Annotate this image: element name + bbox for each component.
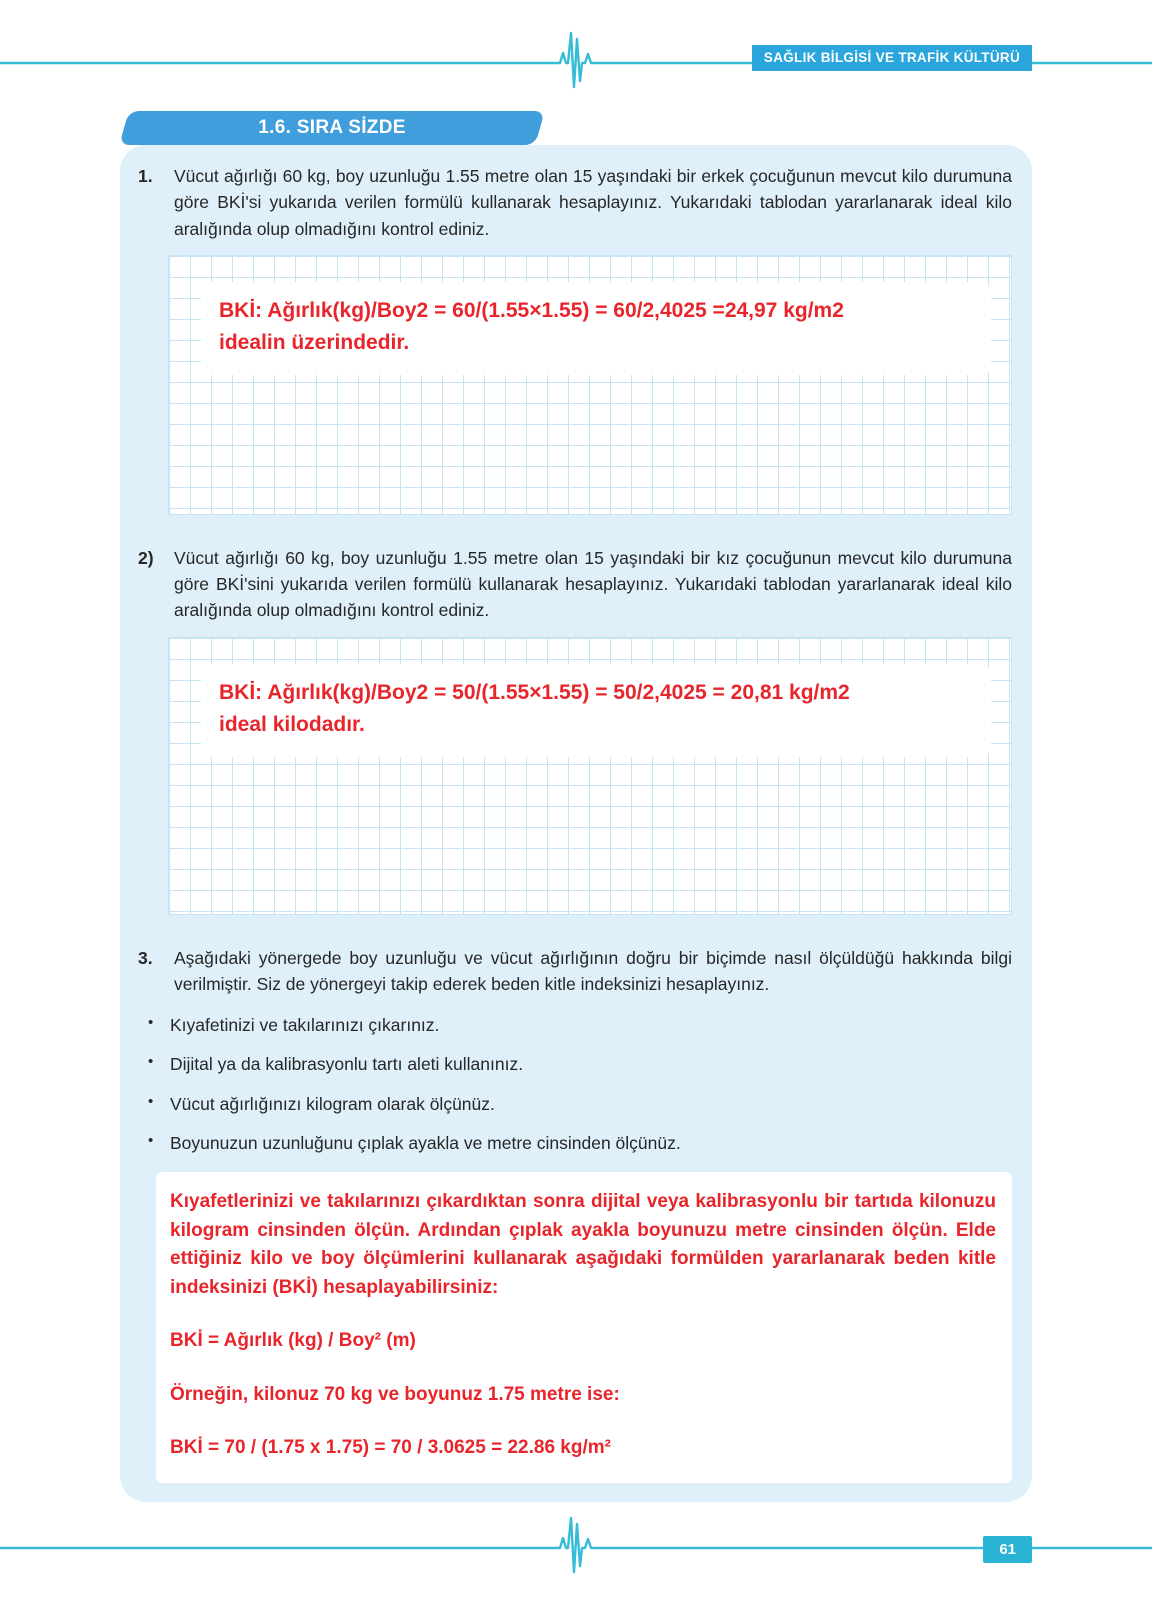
bullet-icon: • bbox=[148, 1092, 154, 1110]
answer-1-line-1: BKİ: Ağırlık(kg)/Boy2 = 60/(1.55×1.55) = 60/2,4025 =24,97 kg/m2 bbox=[219, 298, 844, 322]
question-2-text: Vücut ağırlığı 60 kg, boy uzunluğu 1.55 metre olan 15 yaşındaki bir kız çocuğunun mevcut kilo durumuna göre BKİ'sini yukarıda verilen formülü kullanarak hesaplayınız. Yukarıdaki tablodan yararlanarak ideal kilo aralığında olup olmadığını kontrol ediniz. bbox=[174, 547, 1012, 621]
question-1-text: Vücut ağırlığı 60 kg, boy uzunluğu 1.55 metre olan 15 yaşındaki bir erkek çocuğunun mevcut kilo durumuna göre BKİ'si yukarıda verilen formülü kullanarak hesaplayınız. Yukarıdaki tablodan yararlanarak ideal kilo aralığında olup olmadığını kontrol ediniz. bbox=[174, 166, 1012, 239]
answer-2-line-2: ideal kilodadır. bbox=[219, 713, 365, 737]
bullet-item bbox=[134, 1091, 1014, 1117]
question-3-text: Aşağıdaki yönergede boy uzunluğu ve vücut ağırlığının doğru bir biçimde nasıl ölçüldüğü hakkında bilgi verilmiştir. Siz de yönergeyi takip ederek beden kitle indeksinizi hesaplayınız. bbox=[174, 947, 1012, 994]
example-formula: BKİ = 70 / (1.75 x 1.75) = 70 / 3.0625 = 22.86 kg/m² bbox=[170, 1437, 611, 1458]
question-3-number: 3. bbox=[138, 947, 153, 968]
bullet-item bbox=[134, 1012, 1014, 1038]
section-banner bbox=[124, 111, 540, 145]
answer-box-1 bbox=[201, 282, 991, 375]
bullet-list bbox=[134, 1012, 1014, 1156]
bullet-icon: • bbox=[148, 1053, 154, 1071]
answer-box-2 bbox=[201, 664, 991, 757]
question-2-number: 2) bbox=[138, 547, 154, 568]
bullet-item bbox=[134, 1051, 1014, 1077]
example-intro: Örneğin, kilonuz 70 kg ve boyunuz 1.75 metre ise: bbox=[170, 1383, 620, 1405]
answer-grid-2 bbox=[168, 637, 1012, 915]
question-1-number: 1. bbox=[138, 166, 153, 186]
bullet-item-text: Boyunuzun uzunluğunu çıplak ayakla ve metre cinsinden ölçünüz. bbox=[170, 1132, 681, 1153]
bmi-formula: BKİ = Ağırlık (kg) / Boy² (m) bbox=[170, 1330, 416, 1351]
answer-grid-1 bbox=[168, 255, 1012, 515]
page-number: 61 bbox=[999, 1541, 1016, 1558]
page-number-badge bbox=[983, 1536, 1032, 1563]
bullet-item-text: Kıyafetinizi ve takılarınızı çıkarınız. bbox=[170, 1015, 440, 1035]
section-title: 1.6. SIRA SİZDE bbox=[258, 117, 406, 138]
bullet-icon: • bbox=[148, 1131, 154, 1149]
info-box bbox=[156, 1172, 1012, 1483]
question-1 bbox=[134, 163, 1014, 242]
answer-1-line-2: idealin üzerindedir. bbox=[219, 331, 410, 355]
bullet-item bbox=[134, 1130, 1014, 1156]
answer-2-line-1: BKİ: Ağırlık(kg)/Boy2 = 50/(1.55×1.55) = 50/2,4025 = 20,81 kg/m2 bbox=[219, 680, 850, 704]
ekg-line-bottom-icon bbox=[0, 1502, 1152, 1592]
chapter-badge-label: SAĞLIK BİLGİSİ VE TRAFİK KÜLTÜRÜ bbox=[763, 50, 1020, 65]
bullet-item-text: Dijital ya da kalibrasyonlu tartı aleti kullanınız. bbox=[170, 1054, 524, 1075]
content-panel bbox=[120, 145, 1032, 1502]
question-2 bbox=[134, 545, 1014, 624]
info-paragraph: Kıyafetlerinizi ve takılarınızı çıkardıktan sonra dijital veya kalibrasyonlu bir tartıda kilonuzu kilogram cinsinden ölçün. Ardından çıplak ayakla boyunuzu metre cinsinden ölçün. Elde ettiğiniz kilo ve boy ölçümlerini kullanarak aşağıdaki formülden yararlanarak beden kitle indeksinizi (BKİ) hesaplayabilirsiniz: bbox=[170, 1191, 996, 1298]
chapter-badge bbox=[752, 45, 1032, 71]
bullet-icon: • bbox=[148, 1014, 154, 1031]
bullet-item-text: Vücut ağırlığınızı kilogram olarak ölçünüz. bbox=[170, 1093, 495, 1114]
question-3 bbox=[134, 945, 1014, 998]
